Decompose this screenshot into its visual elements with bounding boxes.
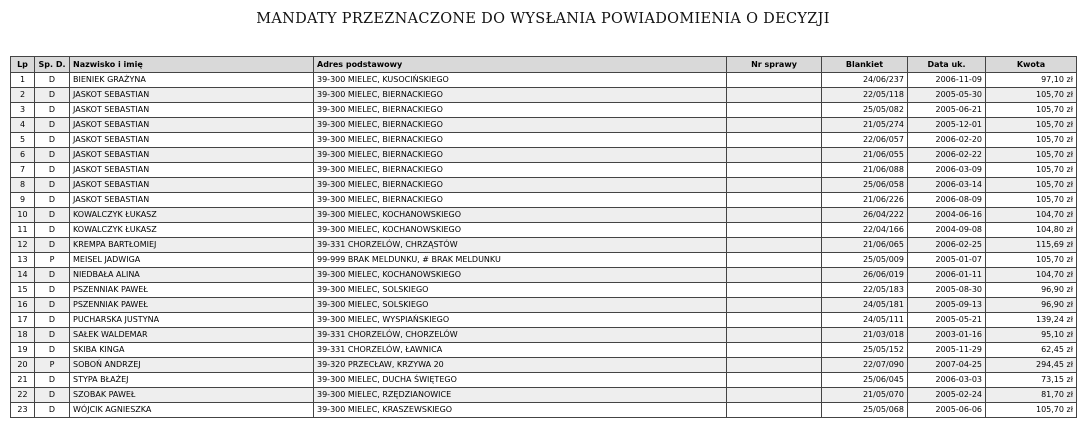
table-row: [11, 388, 1077, 403]
cell-lp: 22: [11, 388, 35, 403]
cell-date: 2005-09-13: [908, 298, 986, 313]
column-header-blank: Blankiet: [822, 57, 908, 73]
cell-date: 2006-02-25: [908, 238, 986, 253]
cell-blank: 22/06/057: [822, 133, 908, 148]
cell-name: BIENIEK GRAŻYNA: [70, 73, 314, 88]
address-street: PRZECŁAW, KRZYWA 20: [347, 360, 444, 369]
table-row: [11, 148, 1077, 163]
cell-spd: D: [35, 373, 70, 388]
cell-case-no: [727, 328, 822, 343]
cell-amount: 104,80 zł: [986, 223, 1077, 238]
cell-blank: 24/06/237: [822, 73, 908, 88]
cell-name: SAŁEK WALDEMAR: [70, 328, 314, 343]
cell-spd: D: [35, 328, 70, 343]
cell-address: [314, 253, 727, 268]
cell-amount: 81,70 zł: [986, 388, 1077, 403]
cell-date: 2005-11-29: [908, 343, 986, 358]
cell-case-no: [727, 298, 822, 313]
table-row: [11, 73, 1077, 88]
table-row: [11, 358, 1077, 373]
cell-name: JASKOT SEBASTIAN: [70, 133, 314, 148]
cell-name: KOWALCZYK ŁUKASZ: [70, 208, 314, 223]
cell-spd: D: [35, 268, 70, 283]
address-street: MIELEC, BIERNACKIEGO: [347, 180, 443, 189]
cell-name: JASKOT SEBASTIAN: [70, 88, 314, 103]
cell-spd: D: [35, 223, 70, 238]
cell-amount: 294,45 zł: [986, 358, 1077, 373]
cell-spd: D: [35, 118, 70, 133]
cell-lp: 23: [11, 403, 35, 418]
cell-blank: 22/05/183: [822, 283, 908, 298]
cell-date: 2005-08-30: [908, 283, 986, 298]
address-street: MIELEC, BIERNACKIEGO: [347, 105, 443, 114]
cell-case-no: [727, 73, 822, 88]
address-street: MIELEC, BIERNACKIEGO: [347, 135, 443, 144]
column-header-name: Nazwisko i imię: [70, 57, 314, 73]
address-zip: 99-999: [317, 255, 346, 264]
cell-address: [314, 388, 727, 403]
cell-spd: D: [35, 388, 70, 403]
table-row: [11, 283, 1077, 298]
cell-name: PUCHARSKA JUSTYNA: [70, 313, 314, 328]
cell-lp: 16: [11, 298, 35, 313]
cell-date: 2006-03-14: [908, 178, 986, 193]
column-header-case-no: Nr sprawy: [727, 57, 822, 73]
cell-address: [314, 148, 727, 163]
cell-blank: 26/06/019: [822, 268, 908, 283]
cell-amount: 105,70 zł: [986, 178, 1077, 193]
column-header-address: Adres podstawowy: [314, 57, 727, 73]
cell-date: 2005-06-21: [908, 103, 986, 118]
cell-blank: 25/05/009: [822, 253, 908, 268]
cell-address: [314, 133, 727, 148]
cell-lp: 18: [11, 328, 35, 343]
cell-blank: 25/05/152: [822, 343, 908, 358]
cell-address: [314, 298, 727, 313]
mandaty-table: [10, 56, 1077, 418]
address-street: MIELEC, RZĘDZIANOWICE: [347, 390, 452, 399]
cell-spd: D: [35, 403, 70, 418]
cell-blank: 26/04/222: [822, 208, 908, 223]
cell-spd: D: [35, 103, 70, 118]
cell-lp: 21: [11, 373, 35, 388]
cell-case-no: [727, 208, 822, 223]
cell-name: KREMPA BARTŁOMIEJ: [70, 238, 314, 253]
cell-blank: 25/06/045: [822, 373, 908, 388]
cell-address: [314, 268, 727, 283]
table-body: [11, 73, 1077, 418]
table-row: [11, 238, 1077, 253]
address-zip: 39-300: [317, 90, 346, 99]
cell-name: PSZENNIAK PAWEŁ: [70, 283, 314, 298]
cell-lp: 4: [11, 118, 35, 133]
cell-lp: 8: [11, 178, 35, 193]
address-zip: 39-300: [317, 405, 346, 414]
address-zip: 39-300: [317, 195, 346, 204]
cell-spd: D: [35, 73, 70, 88]
cell-name: SOBOŃ ANDRZEJ: [70, 358, 314, 373]
cell-name: KOWALCZYK ŁUKASZ: [70, 223, 314, 238]
cell-blank: 22/05/118: [822, 88, 908, 103]
cell-blank: 21/06/065: [822, 238, 908, 253]
cell-name: NIEDBAŁA ALINA: [70, 268, 314, 283]
cell-lp: 15: [11, 283, 35, 298]
cell-address: [314, 193, 727, 208]
cell-date: 2007-04-25: [908, 358, 986, 373]
cell-case-no: [727, 148, 822, 163]
cell-address: [314, 328, 727, 343]
table-row: [11, 178, 1077, 193]
address-street: MIELEC, BIERNACKIEGO: [347, 150, 443, 159]
cell-lp: 1: [11, 73, 35, 88]
table-row: [11, 208, 1077, 223]
table-row: [11, 268, 1077, 283]
cell-spd: D: [35, 343, 70, 358]
cell-amount: 105,70 zł: [986, 88, 1077, 103]
address-zip: 39-331: [317, 240, 346, 249]
cell-blank: 22/04/166: [822, 223, 908, 238]
cell-date: 2004-09-08: [908, 223, 986, 238]
cell-date: 2005-06-06: [908, 403, 986, 418]
cell-date: 2003-01-16: [908, 328, 986, 343]
cell-blank: 24/05/181: [822, 298, 908, 313]
address-street: MIELEC, KOCHANOWSKIEGO: [347, 270, 461, 279]
address-zip: 39-300: [317, 180, 346, 189]
cell-date: 2006-08-09: [908, 193, 986, 208]
cell-lp: 9: [11, 193, 35, 208]
cell-amount: 104,70 zł: [986, 208, 1077, 223]
cell-spd: D: [35, 208, 70, 223]
address-zip: 39-300: [317, 225, 346, 234]
address-street: MIELEC, KOCHANOWSKIEGO: [347, 225, 461, 234]
cell-case-no: [727, 403, 822, 418]
cell-lp: 12: [11, 238, 35, 253]
cell-spd: D: [35, 88, 70, 103]
cell-amount: 105,70 zł: [986, 193, 1077, 208]
cell-spd: P: [35, 358, 70, 373]
cell-lp: 2: [11, 88, 35, 103]
cell-lp: 6: [11, 148, 35, 163]
address-street: MIELEC, BIERNACKIEGO: [347, 165, 443, 174]
table-row: [11, 163, 1077, 178]
cell-spd: D: [35, 298, 70, 313]
table-header-row: [11, 57, 1077, 73]
table-row: [11, 193, 1077, 208]
address-zip: 39-320: [317, 360, 346, 369]
table-row: [11, 313, 1077, 328]
cell-spd: D: [35, 313, 70, 328]
cell-lp: 11: [11, 223, 35, 238]
address-zip: 39-300: [317, 285, 346, 294]
cell-case-no: [727, 268, 822, 283]
address-street: MIELEC, WYSPIAŃSKIEGO: [347, 315, 450, 324]
cell-lp: 7: [11, 163, 35, 178]
address-zip: 39-300: [317, 375, 346, 384]
address-street: MIELEC, KRASZEWSKIEGO: [347, 405, 453, 414]
cell-blank: 21/03/018: [822, 328, 908, 343]
address-zip: 39-300: [317, 270, 346, 279]
cell-address: [314, 163, 727, 178]
cell-lp: 3: [11, 103, 35, 118]
cell-case-no: [727, 238, 822, 253]
table-row: [11, 103, 1077, 118]
cell-date: 2006-03-03: [908, 373, 986, 388]
column-header-lp: Lp: [11, 57, 35, 73]
table-row: [11, 118, 1077, 133]
cell-name: JASKOT SEBASTIAN: [70, 103, 314, 118]
cell-blank: 21/06/055: [822, 148, 908, 163]
cell-case-no: [727, 103, 822, 118]
cell-lp: 14: [11, 268, 35, 283]
cell-name: JASKOT SEBASTIAN: [70, 118, 314, 133]
address-zip: 39-300: [317, 135, 346, 144]
cell-date: 2005-02-24: [908, 388, 986, 403]
cell-address: [314, 238, 727, 253]
cell-amount: 139,24 zł: [986, 313, 1077, 328]
table-row: [11, 88, 1077, 103]
cell-case-no: [727, 283, 822, 298]
cell-lp: 20: [11, 358, 35, 373]
address-zip: 39-300: [317, 315, 346, 324]
cell-case-no: [727, 133, 822, 148]
cell-blank: 25/05/082: [822, 103, 908, 118]
cell-address: [314, 103, 727, 118]
cell-address: [314, 88, 727, 103]
cell-lp: 10: [11, 208, 35, 223]
report-title: MANDATY PRZEZNACZONE DO WYSŁANIA POWIADOMIENIA O DECYZJI: [256, 11, 830, 27]
cell-date: 2006-02-22: [908, 148, 986, 163]
cell-spd: D: [35, 283, 70, 298]
cell-case-no: [727, 343, 822, 358]
address-street: MIELEC, BIERNACKIEGO: [347, 120, 443, 129]
cell-address: [314, 403, 727, 418]
address-street: MIELEC, SOLSKIEGO: [347, 300, 429, 309]
cell-name: STYPA BŁAŻEJ: [70, 373, 314, 388]
cell-name: SKIBA KINGA: [70, 343, 314, 358]
cell-amount: 105,70 zł: [986, 403, 1077, 418]
cell-spd: D: [35, 178, 70, 193]
cell-date: 2005-01-07: [908, 253, 986, 268]
cell-case-no: [727, 88, 822, 103]
address-zip: 39-300: [317, 105, 346, 114]
cell-address: [314, 358, 727, 373]
address-zip: 39-300: [317, 300, 346, 309]
cell-spd: P: [35, 253, 70, 268]
address-street: BRAK MELDUNKU, # BRAK MELDUNKU: [347, 255, 501, 264]
table-row: [11, 253, 1077, 268]
address-street: CHORZELÓW, CHRZĄSTÓW: [347, 240, 458, 249]
table-row: [11, 403, 1077, 418]
cell-spd: D: [35, 148, 70, 163]
cell-date: 2006-11-09: [908, 73, 986, 88]
cell-lp: 19: [11, 343, 35, 358]
cell-amount: 62,45 zł: [986, 343, 1077, 358]
cell-blank: 21/05/070: [822, 388, 908, 403]
cell-amount: 105,70 zł: [986, 253, 1077, 268]
cell-lp: 17: [11, 313, 35, 328]
cell-case-no: [727, 388, 822, 403]
cell-blank: 25/05/068: [822, 403, 908, 418]
cell-case-no: [727, 193, 822, 208]
cell-case-no: [727, 373, 822, 388]
cell-name: PSZENNIAK PAWEŁ: [70, 298, 314, 313]
cell-case-no: [727, 163, 822, 178]
cell-date: 2005-05-30: [908, 88, 986, 103]
address-street: MIELEC, KUSOCIŃSKIEGO: [347, 75, 449, 84]
address-zip: 39-300: [317, 165, 346, 174]
table-row: [11, 223, 1077, 238]
cell-amount: 105,70 zł: [986, 148, 1077, 163]
cell-lp: 5: [11, 133, 35, 148]
cell-blank: 21/06/226: [822, 193, 908, 208]
cell-lp: 13: [11, 253, 35, 268]
cell-case-no: [727, 358, 822, 373]
cell-name: JASKOT SEBASTIAN: [70, 163, 314, 178]
address-zip: 39-300: [317, 150, 346, 159]
cell-name: JASKOT SEBASTIAN: [70, 178, 314, 193]
cell-address: [314, 223, 727, 238]
cell-address: [314, 373, 727, 388]
cell-address: [314, 118, 727, 133]
address-street: MIELEC, BIERNACKIEGO: [347, 90, 443, 99]
cell-amount: 104,70 zł: [986, 268, 1077, 283]
address-zip: 39-331: [317, 330, 346, 339]
cell-name: JASKOT SEBASTIAN: [70, 148, 314, 163]
cell-spd: D: [35, 238, 70, 253]
cell-case-no: [727, 223, 822, 238]
cell-amount: 96,90 zł: [986, 298, 1077, 313]
column-header-spd: Sp. D.: [35, 57, 70, 73]
cell-spd: D: [35, 163, 70, 178]
address-street: MIELEC, KOCHANOWSKIEGO: [347, 210, 461, 219]
cell-address: [314, 208, 727, 223]
table-row: [11, 298, 1077, 313]
cell-amount: 105,70 zł: [986, 133, 1077, 148]
table-row: [11, 373, 1077, 388]
cell-name: JASKOT SEBASTIAN: [70, 193, 314, 208]
cell-blank: 22/07/090: [822, 358, 908, 373]
address-street: MIELEC, BIERNACKIEGO: [347, 195, 443, 204]
table-row: [11, 343, 1077, 358]
cell-case-no: [727, 253, 822, 268]
cell-address: [314, 283, 727, 298]
cell-amount: 115,69 zł: [986, 238, 1077, 253]
address-zip: 39-300: [317, 75, 346, 84]
address-street: CHORZELÓW, CHORZELÓW: [347, 330, 458, 339]
cell-name: SZOBAK PAWEŁ: [70, 388, 314, 403]
cell-case-no: [727, 178, 822, 193]
cell-blank: 21/06/088: [822, 163, 908, 178]
column-header-date: Data uk.: [908, 57, 986, 73]
cell-spd: D: [35, 133, 70, 148]
address-street: MIELEC, DUCHA ŚWIĘTEGO: [347, 375, 457, 384]
cell-date: 2004-06-16: [908, 208, 986, 223]
cell-blank: 25/06/058: [822, 178, 908, 193]
cell-amount: 97,10 zł: [986, 73, 1077, 88]
address-zip: 39-300: [317, 120, 346, 129]
cell-date: 2005-05-21: [908, 313, 986, 328]
cell-case-no: [727, 118, 822, 133]
cell-amount: 105,70 zł: [986, 163, 1077, 178]
cell-amount: 95,10 zł: [986, 328, 1077, 343]
table-row: [11, 133, 1077, 148]
address-zip: 39-300: [317, 210, 346, 219]
address-street: CHORZELÓW, ŁAWNICA: [347, 345, 443, 354]
cell-date: 2006-01-11: [908, 268, 986, 283]
cell-spd: D: [35, 193, 70, 208]
cell-amount: 105,70 zł: [986, 103, 1077, 118]
address-zip: 39-331: [317, 345, 346, 354]
address-street: MIELEC, SOLSKIEGO: [347, 285, 429, 294]
cell-address: [314, 178, 727, 193]
cell-case-no: [727, 313, 822, 328]
cell-address: [314, 313, 727, 328]
cell-name: WÓJCIK AGNIESZKA: [70, 403, 314, 418]
cell-blank: 24/05/111: [822, 313, 908, 328]
table-row: [11, 328, 1077, 343]
cell-date: 2005-12-01: [908, 118, 986, 133]
cell-name: MEISEL JADWIGA: [70, 253, 314, 268]
cell-address: [314, 73, 727, 88]
cell-address: [314, 343, 727, 358]
column-header-amount: Kwota: [986, 57, 1077, 73]
cell-amount: 73,15 zł: [986, 373, 1077, 388]
address-zip: 39-300: [317, 390, 346, 399]
cell-amount: 105,70 zł: [986, 118, 1077, 133]
cell-blank: 21/05/274: [822, 118, 908, 133]
cell-amount: 96,90 zł: [986, 283, 1077, 298]
cell-date: 2006-03-09: [908, 163, 986, 178]
cell-date: 2006-02-20: [908, 133, 986, 148]
